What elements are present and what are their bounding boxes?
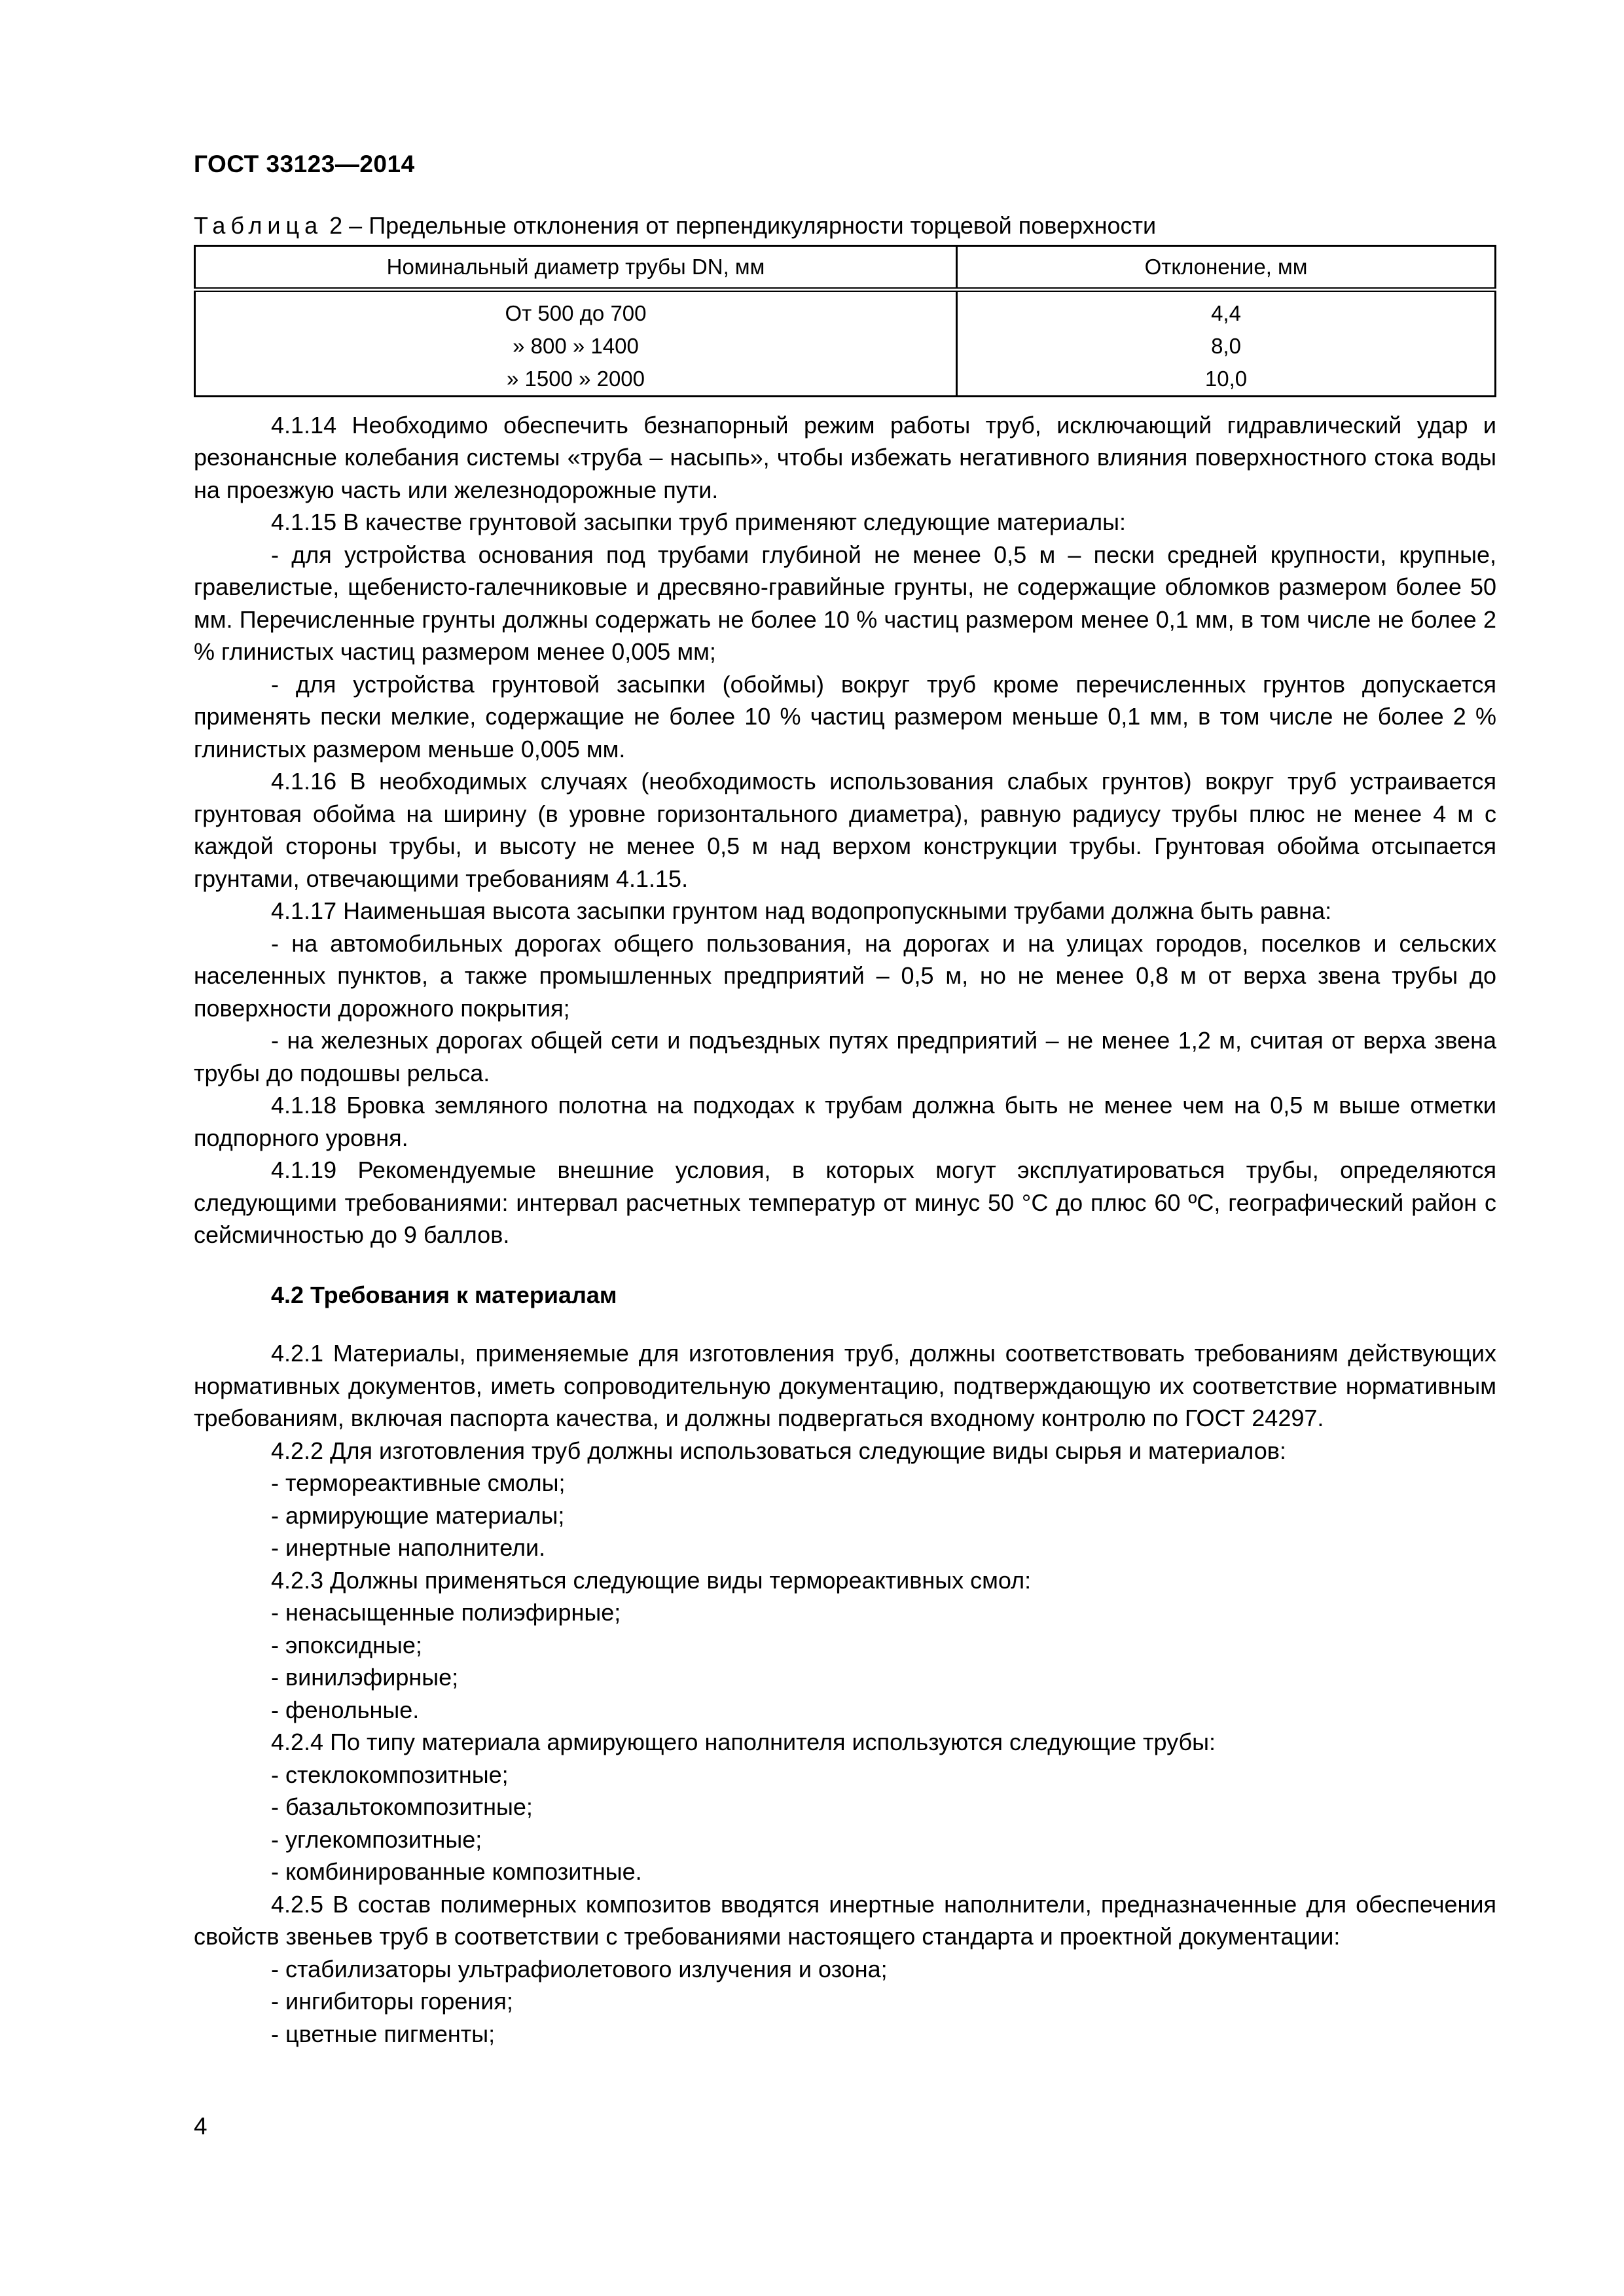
list-item: - термореактивные смолы; [271, 1469, 566, 1496]
paragraph-4-2-2: 4.2.2 Для изготовления труб должны использоваться следующие виды сырья и материалов: [271, 1437, 1286, 1464]
page-number: 4 [194, 2113, 208, 2140]
paragraph-4-1-15-item-b: - для устройства грунтовой засыпки (обоймы) вокруг труб кроме перечисленных грунтов допускается применять пески мелкие, содержащие не более 10 % частиц размером меньше 0,1 мм, в том числе не более 2 % глинистых размером меньше 0,005 мм. [194, 670, 1496, 762]
list-item: - инертные наполнители. [271, 1534, 546, 1561]
paragraph-4-1-15-item-a: - для устройства основания под трубами глубиной не менее 0,5 м – пески средней крупности, крупные, гравелистые, щебенисто-галечниковые и дресвяно-гравийные грунты, не содержащие обломков размером более 50 мм. Перечисленные грунты должны содержать не более 10 % частиц размером менее 0,1 мм, в том числе не более 2 % глинистых частиц размером менее 0,005 мм; [194, 541, 1496, 665]
paragraph-4-1-17: 4.1.17 Наименьшая высота засыпки грунтом над водопропускными трубами должна быть равна: [271, 897, 1332, 924]
list-item: - эпоксидные; [271, 1631, 422, 1659]
list-item: - комбинированные композитные. [271, 1858, 642, 1885]
list-item: - стабилизаторы ультрафиолетового излучения и озона; [271, 1955, 888, 1982]
paragraph-4-1-17-item-b: - на железных дорогах общей сети и подъездных путях предприятий – не менее 1,2 м, считая от верха звена трубы до подошвы рельса. [194, 1027, 1496, 1086]
paragraph-4-2-4: 4.2.4 По типу материала армирующего наполнителя используются следующие трубы: [271, 1729, 1216, 1755]
cell-diameter: » 1500 » 2000 [195, 363, 957, 397]
table-row [195, 363, 1496, 397]
list-item: - фенольные. [271, 1696, 420, 1723]
table-caption-word: Таблица [194, 212, 323, 239]
list-item: - винилэфирные; [271, 1664, 459, 1691]
list-item: - стеклокомпозитные; [271, 1761, 509, 1788]
list-item: - армирующие материалы; [271, 1501, 565, 1529]
list-item: - цветные пигменты; [271, 2020, 496, 2047]
paragraph-4-2-5: 4.2.5 В состав полимерных композитов вводятся инертные наполнители, предназначенные для обеспечения свойств звеньев труб в соответствии с требованиями настоящего стандарта и проектной документации: [194, 1890, 1496, 1950]
document-id-header: ГОСТ 33123—2014 [194, 151, 415, 177]
table-row [195, 289, 1496, 330]
list-item: - ненасыщенные полиэфирные; [271, 1599, 621, 1626]
paragraph-4-1-19: 4.1.19 Рекомендуемые внешние условия, в которых могут эксплуатироваться трубы, определяются следующими требованиями: интервал расчетных температур от минус 50 °С до плюс 60 ºС, географический район с сейсмичностью до 9 баллов. [194, 1157, 1496, 1248]
cell-diameter: От 500 до 700 [195, 289, 957, 330]
list-item: - базальтокомпозитные; [271, 1793, 533, 1820]
paragraph-4-1-15: 4.1.15 В качестве грунтовой засыпки труб применяют следующие материалы: [271, 509, 1126, 535]
paragraph-4-1-18: 4.1.18 Бровка земляного полотна на подходах к трубам должна быть не менее чем на 0,5 м выше отметки подпорного уровня. [194, 1092, 1496, 1151]
column-header-diameter: Номинальный диаметр трубы DN, мм [195, 245, 957, 289]
cell-diameter: » 800 » 1400 [195, 330, 957, 363]
paragraph-4-2-3: 4.2.3 Должны применяться следующие виды термореактивных смол: [271, 1566, 1032, 1594]
page-content [194, 209, 1496, 2050]
deviation-table [194, 245, 1496, 397]
table-header-row [195, 245, 1496, 289]
paragraph-4-1-14: 4.1.14 Необходимо обеспечить безнапорный режим работы труб, исключающий гидравлический удар и резонансные колебания системы «труба – насыпь», чтобы избежать негативного влияния поверхностного стока воды на проезжую часть или железнодорожные пути. [194, 411, 1496, 503]
list-item: - ингибиторы горения; [271, 1988, 513, 2015]
table-caption [194, 209, 1496, 242]
paragraph-4-2-1: 4.2.1 Материалы, применяемые для изготовления труб, должны соответствовать требованиям действующих нормативных документов, иметь сопроводительную документацию, подтверждающую их соответствие нормативным требованиям, включая паспорта качества, и должны подвергаться входному контролю по ГОСТ 24297. [194, 1340, 1496, 1431]
paragraph-4-1-16: 4.1.16 В необходимых случаях (необходимость использования слабых грунтов) вокруг труб устраивается грунтовая обойма на ширину (в уровне горизонтального диаметра), равную радиусу трубы плюс не менее 4 м с каждой стороны трубы, и высоту не менее 0,5 м над верхом конструкции трубы. Грунтовая обойма отсыпается грунтами, отвечающими требованиям 4.1.15. [194, 768, 1496, 892]
table-row [195, 330, 1496, 363]
paragraph-4-1-17-item-a: - на автомобильных дорогах общего пользования, на дорогах и на улицах городов, поселков и сельских населенных пунктов, а также промышленных предприятий – 0,5 м, но не менее 0,8 м от верха звена трубы до поверхности дорожного покрытия; [194, 929, 1496, 1022]
cell-deviation: 8,0 [957, 330, 1496, 363]
section-title-4-2: 4.2 Требования к материалам [271, 1281, 617, 1308]
cell-deviation: 4,4 [957, 289, 1496, 330]
list-item: - углекомпозитные; [271, 1825, 482, 1853]
column-header-deviation: Отклонение, мм [957, 245, 1496, 289]
cell-deviation: 10,0 [957, 363, 1496, 397]
table-caption-text: 2 – Предельные отклонения от перпендикулярности торцевой поверхности [323, 212, 1157, 239]
